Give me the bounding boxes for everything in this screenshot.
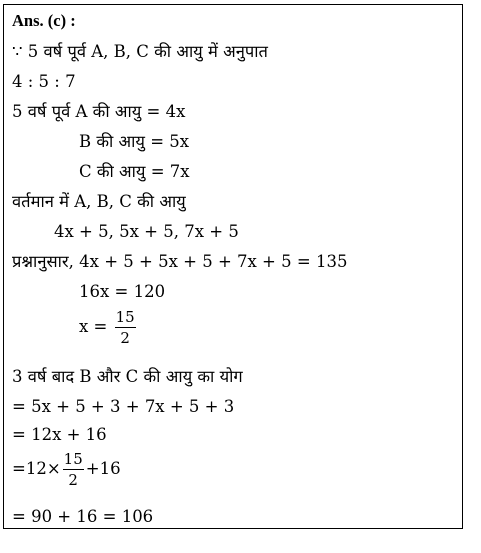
calc-prefix: =12× [12, 459, 61, 478]
fraction-bar [63, 469, 84, 470]
final-answer: = 90 + 16 = 106 [12, 507, 154, 526]
age-a-five-years-ago: 5 वर्ष पूर्व A की आयु = 4x [12, 102, 186, 121]
calc-fraction-denominator: 2 [68, 471, 78, 489]
fraction-bar [115, 327, 136, 328]
x-value [79, 309, 138, 346]
sum-simplified: = 12x + 16 [12, 425, 107, 444]
equation-simplified: 16x = 120 [79, 282, 166, 301]
x-fraction-numerator: 15 [115, 308, 135, 326]
answer-heading: Ans. (c) : [12, 11, 76, 30]
x-fraction-denominator: 2 [120, 329, 130, 347]
sum-expression: = 5x + 5 + 3 + 7x + 5 + 3 [12, 397, 235, 416]
answer-box [3, 4, 463, 529]
sum-substitution [12, 451, 121, 488]
ratio-values: 4 : 5 : 7 [12, 72, 76, 91]
calc-suffix: +16 [85, 459, 121, 478]
x-lhs: x = [79, 317, 108, 336]
present-ages-expressions: 4x + 5, 5x + 5, 7x + 5 [54, 222, 239, 241]
calc-fraction [63, 451, 84, 488]
given-ratio-statement: ∵ 5 वर्ष पूर्व A, B, C की आयु में अनुपात [12, 42, 268, 61]
present-ages-heading: वर्तमान में A, B, C की आयु [12, 192, 186, 211]
x-fraction [115, 309, 136, 346]
calc-fraction-numerator: 15 [63, 450, 83, 468]
equation-statement: प्रश्नानुसार, 4x + 5 + 5x + 5 + 7x + 5 = 135 [12, 252, 348, 271]
age-c-five-years-ago: C की आयु = 7x [79, 162, 190, 181]
sum-after-three-years-heading: 3 वर्ष बाद B और C की आयु का योग [12, 367, 243, 386]
age-b-five-years-ago: B की आयु = 5x [79, 132, 190, 151]
